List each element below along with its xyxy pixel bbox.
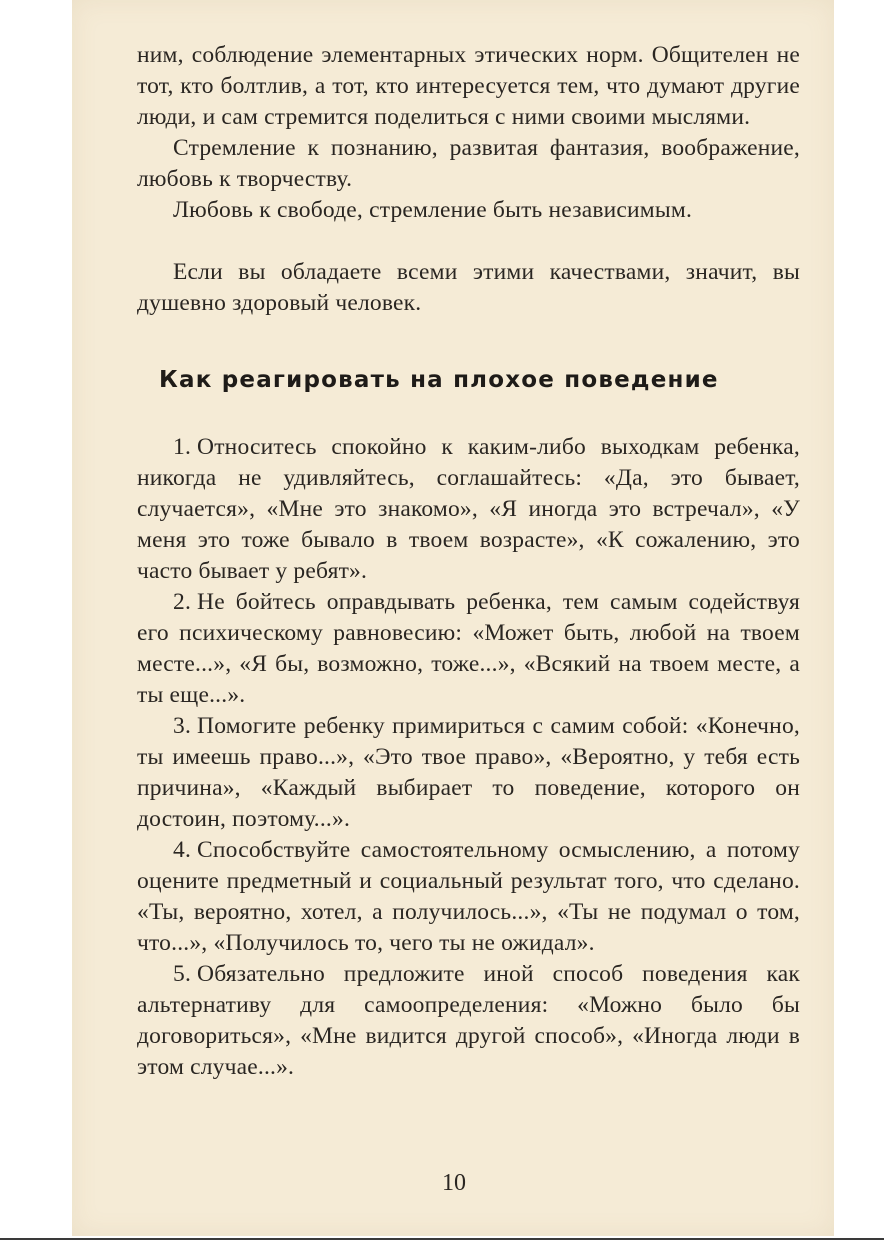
paragraph-conclusion: Если вы обладаете всеми этими качествами, значит, вы душевно здоровый человек. (137, 259, 800, 316)
item-text: Помогите ребенку примириться с самим собой: «Конечно, ты имеешь право...», «Это твое право», «Вероятно, у тебя есть причина», «Каждый выбирает то поведение, которого он достоин, поэтому...». (137, 713, 800, 832)
section-heading: Как реагировать на плохое поведение (159, 367, 719, 393)
scan-edge-line (0, 1238, 884, 1240)
item-text: Не бойтесь оправдывать ребенка, тем самым содействуя его психическому равновесию: «Может быть, любой на твоем месте...», «Я бы, возможно, тоже...», «Всякий на твоем месте, а ты еще...». (137, 589, 800, 708)
page-margin-right (834, 0, 884, 1236)
paragraph-freedom: Любовь к свободе, стремление быть независимым. (173, 197, 693, 223)
advice-list (137, 432, 800, 1083)
list-item (137, 711, 800, 835)
item-number: 2. (173, 589, 192, 615)
list-item (137, 959, 800, 1083)
item-text: Относитесь спокойно к каким-либо выходкам ребенка, никогда не удивляйтесь, соглашайтесь: «Да, это бывает, случается», «Мне это знакомо», «Я иногда это встречал», «У меня это тоже бывало в твоем возрасте», «К сожалению, это часто бывает у ребят». (137, 434, 800, 584)
paragraph-creativity: Стремление к познанию, развитая фантазия, воображение, любовь к творчеству. (137, 135, 800, 192)
page-content (137, 40, 800, 1083)
list-item (137, 432, 800, 587)
item-number: 5. (173, 961, 192, 987)
page-number: 10 (442, 1170, 466, 1196)
paragraph-continued: ним, соблюдение элементарных этических норм. Общителен не тот, кто болтлив, а тот, кто интересуется тем, что думают другие люди, и сам стремится поделиться с ними своими мыслями. (137, 42, 800, 130)
list-item (137, 587, 800, 711)
item-number: 3. (173, 713, 192, 739)
item-number: 4. (173, 837, 192, 863)
item-text: Обязательно предложите иной способ поведения как альтернативу для самоопределения: «Можно было бы договориться», «Мне видится другой способ», «Иногда люди в этом случае...». (137, 961, 800, 1080)
item-text: Способствуйте самостоятельному осмыслению, а потому оцените предметный и социальный результат того, что сделано. «Ты, вероятно, хотел, а получилось...», «Ты не подумал о том, что...», «Получилось то, чего ты не ожидал». (137, 837, 800, 956)
item-number: 1. (173, 434, 192, 460)
list-item (137, 835, 800, 959)
